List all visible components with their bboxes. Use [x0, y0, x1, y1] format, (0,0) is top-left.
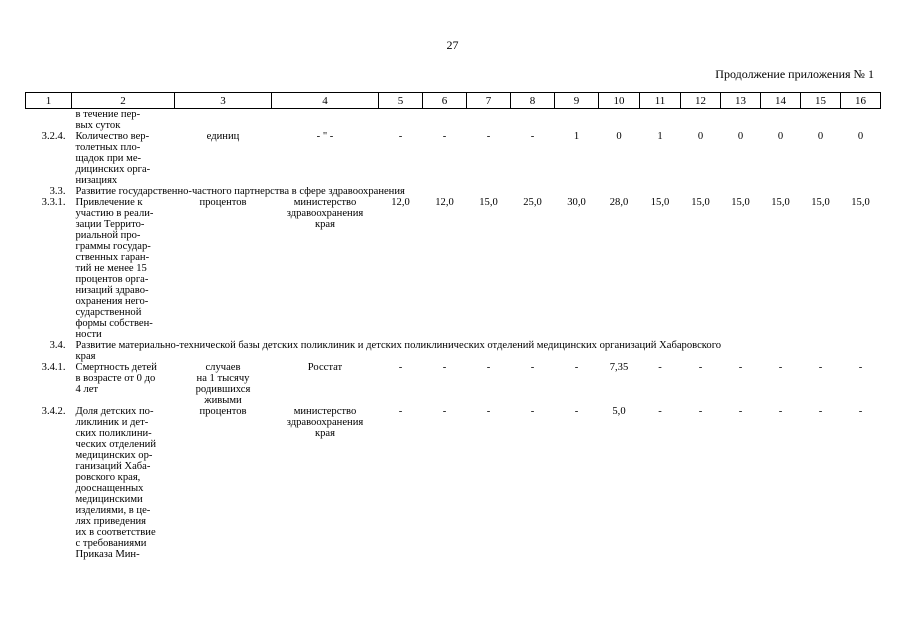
year-value: - [658, 362, 662, 373]
year-value: - [858, 362, 863, 373]
year-value: 5,0 [612, 406, 626, 417]
indicator-name: Доля детских по- ликлиник и дет- ских поликлини- ческих отделений медицинских ор- ганизаций Хаба- ровского края, дооснащенных медицинскими изделиями, в це- лях приведения их в соответствие с требованиями Приказа Мин- [75, 406, 156, 560]
column-header-12: 12 [681, 93, 721, 109]
row-code: 3.2.4. [41, 131, 66, 142]
page-number: 27 [446, 38, 459, 52]
year-value [467, 109, 511, 132]
year-value: 15,0 [731, 197, 750, 208]
column-header-10: 10 [599, 93, 640, 109]
column-header-8: 8 [511, 93, 555, 109]
year-value: 12,0 [391, 197, 410, 208]
year-value: - [778, 406, 783, 417]
column-header-3: 3 [175, 93, 272, 109]
year-value: - [398, 131, 403, 142]
data-source: Росстат [307, 362, 343, 373]
row-code: 3.4.2. [41, 406, 66, 417]
row-code: 3.3.1. [41, 197, 66, 208]
year-value: - [574, 362, 579, 373]
year-value: - [858, 406, 863, 417]
section-row [26, 186, 881, 197]
year-value [721, 109, 761, 132]
column-header-9: 9 [555, 93, 599, 109]
unit-of-measure: процентов [199, 197, 247, 208]
table-row [26, 362, 881, 406]
column-header-13: 13 [721, 93, 761, 109]
year-value: - [818, 406, 823, 417]
year-value: 15,0 [479, 197, 498, 208]
indicator-name: Смертность детей в возрасте от 0 до 4 лет [75, 362, 157, 395]
year-value: - [574, 406, 579, 417]
year-value: - [398, 406, 403, 417]
year-value: - [530, 406, 535, 417]
year-value: 0 [857, 131, 864, 142]
data-source [272, 109, 379, 132]
year-value: 7,35 [609, 362, 629, 373]
year-value: - [738, 362, 743, 373]
section-code: 3.4. [49, 340, 66, 351]
row-code: 3.4.1. [41, 362, 66, 373]
year-value: 0 [777, 131, 784, 142]
year-value [801, 109, 841, 132]
year-value [511, 109, 555, 132]
year-value: - [530, 131, 535, 142]
section-row [26, 340, 881, 362]
year-value: 15,0 [851, 197, 870, 208]
table-row [26, 197, 881, 340]
year-value: 15,0 [771, 197, 790, 208]
column-header-2: 2 [72, 93, 175, 109]
year-value: 15,0 [811, 197, 830, 208]
year-value: - [738, 406, 743, 417]
table-row [26, 131, 881, 186]
column-header-7: 7 [467, 93, 511, 109]
year-value: 0 [737, 131, 744, 142]
unit-of-measure: процентов [199, 406, 247, 417]
unit-of-measure: случаев на 1 тысячу родившихся живыми [195, 362, 251, 406]
year-value: 25,0 [523, 197, 542, 208]
table-row [26, 406, 881, 560]
year-value: - [658, 406, 662, 417]
indicators-table [25, 92, 881, 560]
unit-of-measure: единиц [206, 131, 240, 142]
data-source: министерство здравоохранения края [286, 406, 364, 439]
year-value: 15,0 [691, 197, 710, 208]
table-row [26, 109, 881, 132]
year-value [423, 109, 467, 132]
column-header-14: 14 [761, 93, 801, 109]
year-value: - [698, 406, 703, 417]
data-source: - " - [316, 131, 334, 142]
year-value: - [818, 362, 823, 373]
year-value [841, 109, 881, 132]
year-value: 28,0 [609, 197, 629, 208]
year-value: 12,0 [435, 197, 454, 208]
column-header-11: 11 [640, 93, 681, 109]
year-value [761, 109, 801, 132]
year-value: - [442, 131, 447, 142]
column-number-header [26, 93, 881, 109]
year-value: 1 [657, 131, 663, 142]
indicator-name: в течение пер- вых суток [75, 109, 141, 131]
year-value: - [778, 362, 783, 373]
year-value: 0 [616, 131, 622, 142]
column-header-16: 16 [841, 93, 881, 109]
year-value [555, 109, 599, 132]
year-value: 0 [817, 131, 824, 142]
continuation-note: Продолжение приложения № 1 [715, 67, 874, 81]
year-value: - [442, 362, 447, 373]
year-value: - [530, 362, 535, 373]
year-value: - [486, 406, 491, 417]
indicator-name: Количество вер- толетных пло- щадок при ме- дицинских орга- низациях [75, 131, 151, 186]
column-header-6: 6 [423, 93, 467, 109]
year-value: 0 [697, 131, 704, 142]
year-value: 1 [573, 131, 580, 142]
column-header-1: 1 [26, 93, 72, 109]
unit-of-measure [175, 109, 272, 132]
section-title: Развитие материально-технической базы детских поликлиник и детских поликлинических отделений медицинских организаций Хабаровского края [75, 340, 722, 362]
section-code: 3.3. [49, 186, 66, 197]
year-value [681, 109, 721, 132]
row-code [26, 109, 72, 132]
section-title: Развитие государственно-частного партнерства в сфере здравоохранения [75, 186, 405, 197]
year-value [599, 109, 640, 132]
column-header-4: 4 [272, 93, 379, 109]
year-value [640, 109, 681, 132]
year-value: - [442, 406, 447, 417]
year-value [379, 109, 423, 132]
year-value: 15,0 [650, 197, 670, 208]
column-header-15: 15 [801, 93, 841, 109]
year-value: 30,0 [567, 197, 586, 208]
column-header-5: 5 [379, 93, 423, 109]
year-value: - [486, 362, 491, 373]
indicator-name: Привлечение к участию в реали- зации Террито- риальной про- граммы государ- ственных гаран- тий не менее 15 процентов орга- низаций здраво- охранения него- сударственной формы собствен- ности [75, 197, 154, 340]
data-source: министерство здравоохранения края [286, 197, 364, 230]
year-value: - [398, 362, 403, 373]
year-value: - [486, 131, 491, 142]
year-value: - [698, 362, 703, 373]
